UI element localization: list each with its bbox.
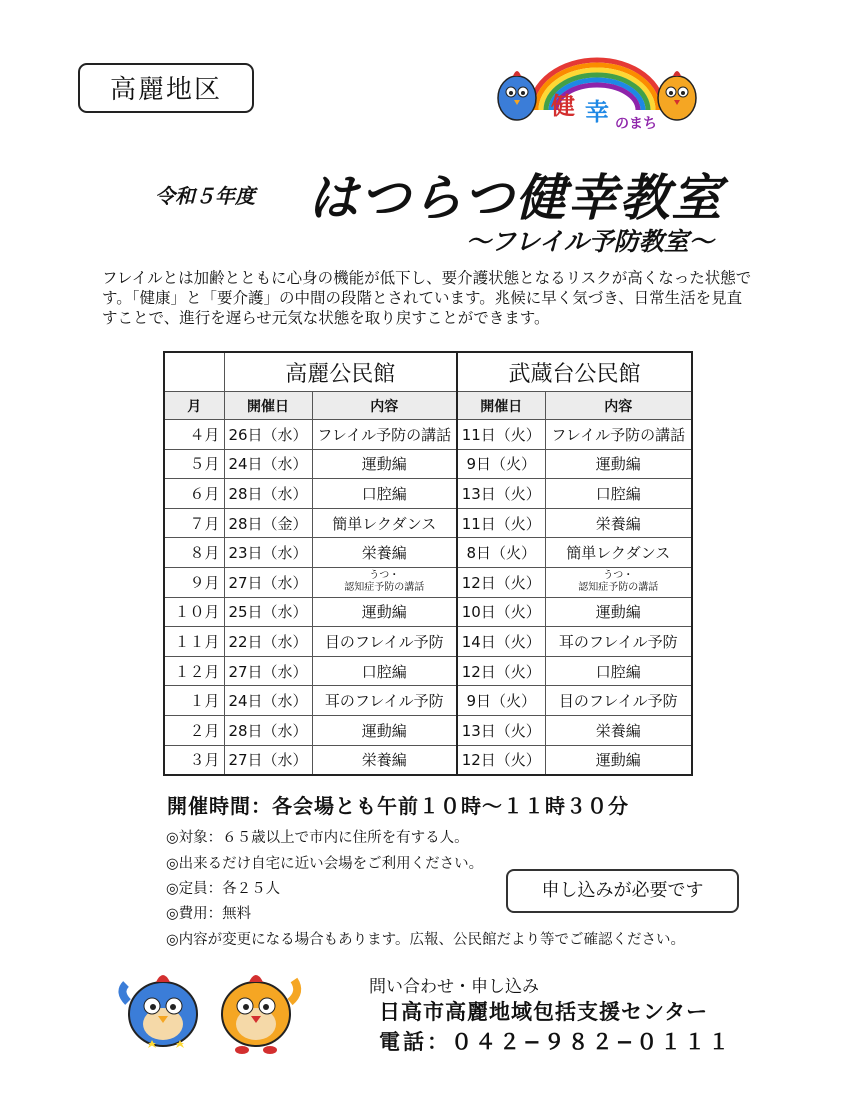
content-cell: 口腔編	[545, 656, 692, 686]
month-cell: １２月	[164, 656, 224, 686]
content-cell	[545, 567, 692, 597]
table-row	[164, 567, 692, 597]
contact-center-name: 日高市高麗地域包括支援センター	[379, 1000, 709, 1024]
date-cell: 28日（水）	[224, 479, 312, 509]
note-target: ◎対象：６５歳以上で市内に住所を有する人。	[166, 830, 469, 846]
note-capacity: ◎定員：各２５人	[166, 881, 281, 897]
note-fee: ◎費用：無料	[166, 906, 252, 922]
note-change: ◎内容が変更になる場合もあります。広報、公民館だより等でご確認ください。	[166, 932, 685, 948]
date-cell: 14日（火）	[457, 627, 545, 657]
content-line-1: うつ・	[603, 570, 634, 582]
date-cell: 12日（火）	[457, 567, 545, 597]
content-cell: 口腔編	[312, 479, 457, 509]
blue-mascot-icon	[122, 975, 197, 1048]
orange-mascot-icon	[222, 975, 297, 1054]
table-row	[164, 508, 692, 538]
table-row	[164, 420, 692, 450]
contact-title: 問い合わせ・申し込み	[369, 977, 539, 997]
content-cell: 口腔編	[545, 479, 692, 509]
content-cell: 運動編	[312, 597, 457, 627]
table-row	[164, 538, 692, 568]
date-cell: 9日（火）	[457, 686, 545, 716]
application-required-badge: 申し込みが必要です	[506, 869, 739, 913]
content-cell: 運動編	[312, 715, 457, 745]
content-cell: 運動編	[545, 745, 692, 775]
date-cell: 27日（水）	[224, 745, 312, 775]
page-subtitle: 〜フレイル予防教室〜	[466, 227, 714, 256]
date-cell: 9日（火）	[457, 449, 545, 479]
venue-musashidai: 武蔵台公民館	[457, 352, 692, 392]
content-cell: 耳のフレイル予防	[545, 627, 692, 657]
content-cell: 口腔編	[312, 656, 457, 686]
logo-text-3: のまち	[615, 116, 657, 132]
date-cell: 28日（金）	[224, 508, 312, 538]
table-row	[164, 479, 692, 509]
content-cell: 運動編	[312, 449, 457, 479]
note-venue: ◎出来るだけ自宅に近い会場をご利用ください。	[166, 856, 484, 872]
date-cell: 24日（水）	[224, 449, 312, 479]
content-cell: 目のフレイル予防	[545, 686, 692, 716]
col-date-header: 開催日	[224, 392, 312, 420]
month-cell: １月	[164, 686, 224, 716]
col-month-header: 月	[164, 392, 224, 420]
month-cell: ６月	[164, 479, 224, 509]
content-cell: 栄養編	[312, 538, 457, 568]
content-cell	[312, 567, 457, 597]
date-cell: 12日（火）	[457, 656, 545, 686]
date-cell: 24日（水）	[224, 686, 312, 716]
session-hours: 開催時間：各会場とも午前１０時〜１１時３０分	[167, 794, 629, 818]
col-content-header: 内容	[545, 392, 692, 420]
month-cell: ５月	[164, 449, 224, 479]
corner-cell	[164, 352, 224, 392]
venue-koma: 高麗公民館	[224, 352, 457, 392]
district-label: 高麗地区	[78, 63, 254, 113]
month-cell: ３月	[164, 745, 224, 775]
content-line-2: 認知症予防の講話	[344, 582, 425, 594]
table-row	[164, 715, 692, 745]
content-cell: 栄養編	[545, 715, 692, 745]
table-row	[164, 627, 692, 657]
date-cell: 26日（水）	[224, 420, 312, 450]
fiscal-year: 令和５年度	[155, 184, 255, 208]
date-cell: 23日（水）	[224, 538, 312, 568]
date-cell: 10日（火）	[457, 597, 545, 627]
logo-text-1: 健	[551, 92, 575, 120]
month-cell: １１月	[164, 627, 224, 657]
month-cell: ２月	[164, 715, 224, 745]
schedule-table	[163, 351, 693, 776]
table-row	[164, 656, 692, 686]
col-date-header: 開催日	[457, 392, 545, 420]
table-row	[164, 597, 692, 627]
date-cell: 25日（水）	[224, 597, 312, 627]
date-cell: 28日（水）	[224, 715, 312, 745]
content-cell: 簡単レクダンス	[545, 538, 692, 568]
date-cell: 11日（火）	[457, 420, 545, 450]
month-cell: ９月	[164, 567, 224, 597]
date-cell: 27日（水）	[224, 656, 312, 686]
content-cell: 運動編	[545, 597, 692, 627]
content-cell: 耳のフレイル予防	[312, 686, 457, 716]
date-cell: 13日（火）	[457, 715, 545, 745]
content-cell: フレイル予防の講話	[545, 420, 692, 450]
date-cell: 22日（水）	[224, 627, 312, 657]
table-row	[164, 686, 692, 716]
intro-text: フレイルとは加齢とともに心身の機能が低下し、要介護状態となるリスクが高くなった状態です。「健康」と「要介護」の中間の段階とされています。兆候に早く気づき、日常生活を見直すことで、進行を遅らせ元気な状態を取り戻すことができます。	[102, 269, 752, 327]
month-cell: １０月	[164, 597, 224, 627]
date-cell: 11日（火）	[457, 508, 545, 538]
table-row	[164, 449, 692, 479]
date-cell: 12日（火）	[457, 745, 545, 775]
col-content-header: 内容	[312, 392, 457, 420]
date-cell: 13日（火）	[457, 479, 545, 509]
content-line-2: 認知症予防の講話	[578, 582, 659, 594]
content-cell: 栄養編	[545, 508, 692, 538]
content-cell: フレイル予防の講話	[312, 420, 457, 450]
month-cell: ８月	[164, 538, 224, 568]
month-cell: ４月	[164, 420, 224, 450]
content-cell: 目のフレイル予防	[312, 627, 457, 657]
content-cell: 簡単レクダンス	[312, 508, 457, 538]
date-cell: 8日（火）	[457, 538, 545, 568]
contact-phone: 電話：０４２−９８２−０１１１	[379, 1030, 733, 1054]
logo-text-2: 幸	[585, 98, 609, 126]
content-line-1: うつ・	[369, 570, 400, 582]
month-cell: ７月	[164, 508, 224, 538]
orange-bird-icon	[658, 71, 696, 120]
date-cell: 27日（水）	[224, 567, 312, 597]
page-title: はつらつ健幸教室	[308, 169, 724, 227]
blue-bird-icon	[498, 71, 536, 120]
content-cell: 運動編	[545, 449, 692, 479]
kenko-no-machi-logo	[493, 50, 701, 134]
table-row	[164, 745, 692, 775]
mascot-characters-image	[118, 962, 308, 1056]
content-cell: 栄養編	[312, 745, 457, 775]
